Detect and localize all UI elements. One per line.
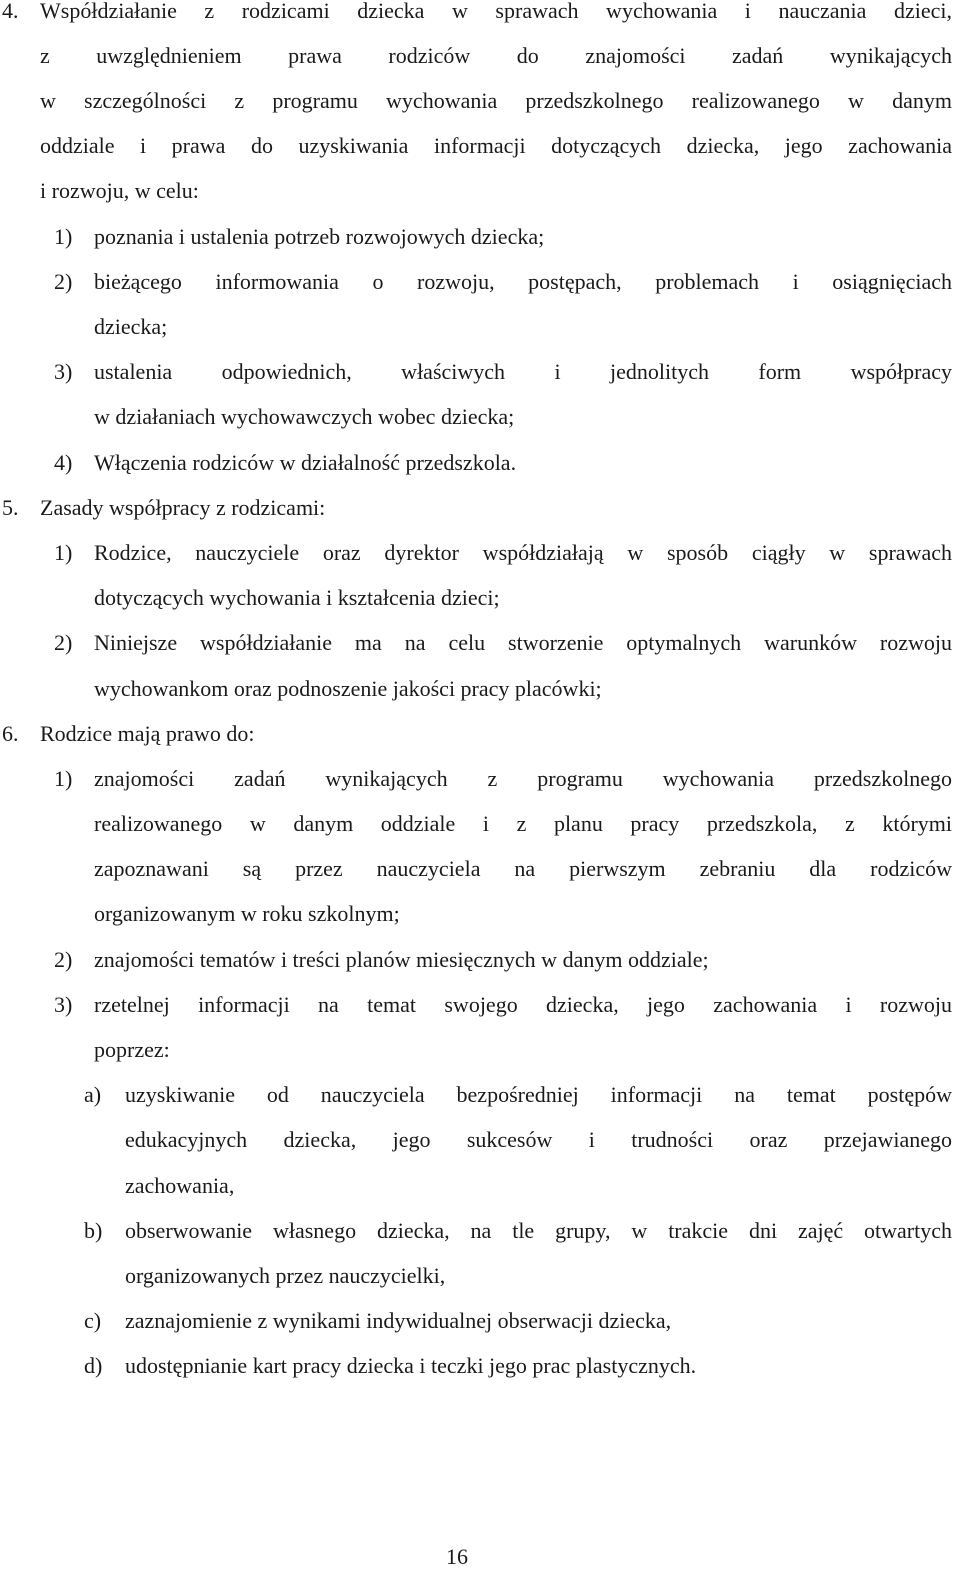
list-item-line: organizowanym w roku szkolnym; <box>94 901 400 926</box>
sublist-item-line: uzyskiwanie od nauczyciela bezpośredniej informacji na temat postępów <box>125 1082 952 1107</box>
sublist-item-letter: d) <box>84 1353 103 1378</box>
paragraph-line: i rozwoju, w celu: <box>40 178 199 203</box>
section-number: 6. <box>2 721 19 746</box>
sublist-item-line: obserwowanie własnego dziecka, na tle grupy, w trakcie dni zajęć otwartych <box>125 1218 952 1243</box>
list-item-line: Niniejsze współdziałanie ma na celu stworzenie optymalnych warunków rozwoju <box>94 630 952 655</box>
list-item-number: 1) <box>54 766 73 791</box>
list-item-line: dziecka; <box>94 314 168 339</box>
section-heading: Zasady współpracy z rodzicami: <box>40 495 326 520</box>
list-item-line: wychowankom oraz podnoszenie jakości pracy placówki; <box>94 676 602 701</box>
list-item-number: 2) <box>54 947 73 972</box>
list-item-number: 2) <box>54 269 73 294</box>
sublist-item-line: udostępnianie kart pracy dziecka i teczki jego prac plastycznych. <box>125 1353 697 1378</box>
list-item-line: znajomości tematów i treści planów miesięcznych w danym oddziale; <box>94 947 709 972</box>
list-item-line: zapoznawani są przez nauczyciela na pierwszym zebraniu dla rodziców <box>94 856 952 881</box>
list-item-number: 3) <box>54 359 73 384</box>
section-heading: Rodzice mają prawo do: <box>40 721 255 746</box>
list-item-line: realizowanego w danym oddziale i z planu pracy przedszkola, z którymi <box>94 811 952 836</box>
paragraph-line: oddziale i prawa do uzyskiwania informacji dotyczących dziecka, jego zachowania <box>40 133 952 158</box>
sublist-item-letter: b) <box>84 1218 103 1243</box>
list-item-number: 4) <box>54 450 73 475</box>
list-item-line: rzetelnej informacji na temat swojego dziecka, jego zachowania i rozwoju <box>94 992 952 1017</box>
page-number: 16 <box>446 1544 468 1569</box>
list-item-line: dotyczących wychowania i kształcenia dzieci; <box>94 585 500 610</box>
list-item-line: znajomości zadań wynikających z programu wychowania przedszkolnego <box>94 766 952 791</box>
list-item-line: poznania i ustalenia potrzeb rozwojowych dziecka; <box>94 224 545 249</box>
list-item-line: w działaniach wychowawczych wobec dziecka; <box>94 404 515 429</box>
list-item-line: bieżącego informowania o rozwoju, postępach, problemach i osiągnięciach <box>94 269 952 294</box>
list-item-number: 3) <box>54 992 73 1017</box>
sublist-item-line: edukacyjnych dziecka, jego sukcesów i trudności oraz przejawianego <box>125 1127 952 1152</box>
list-item-number: 1) <box>54 540 73 565</box>
paragraph-line: Współdziałanie z rodzicami dziecka w sprawach wychowania i nauczania dzieci, <box>40 0 952 23</box>
sublist-item-letter: a) <box>84 1082 102 1107</box>
sublist-item-line: zachowania, <box>125 1173 235 1198</box>
sublist-item-letter: c) <box>84 1308 102 1333</box>
list-item-number: 2) <box>54 630 73 655</box>
list-item-line: Rodzice, nauczyciele oraz dyrektor współdziałają w sposób ciągły w sprawach <box>94 540 952 565</box>
sublist-item-line: zaznajomienie z wynikami indywidualnej obserwacji dziecka, <box>125 1308 672 1333</box>
list-item-line: ustalenia odpowiednich, właściwych i jednolitych form współpracy <box>94 359 952 384</box>
list-item-line: poprzez: <box>94 1037 170 1062</box>
paragraph-line: w szczególności z programu wychowania przedszkolnego realizowanego w danym <box>40 88 952 113</box>
paragraph-line: z uwzględnieniem prawa rodziców do znajomości zadań wynikających <box>40 43 952 68</box>
list-item-number: 1) <box>54 224 73 249</box>
section-number: 5. <box>2 495 19 520</box>
section-number: 4. <box>2 0 19 23</box>
sublist-item-line: organizowanych przez nauczycielki, <box>125 1263 446 1288</box>
list-item-line: Włączenia rodziców w działalność przedszkola. <box>94 450 517 475</box>
